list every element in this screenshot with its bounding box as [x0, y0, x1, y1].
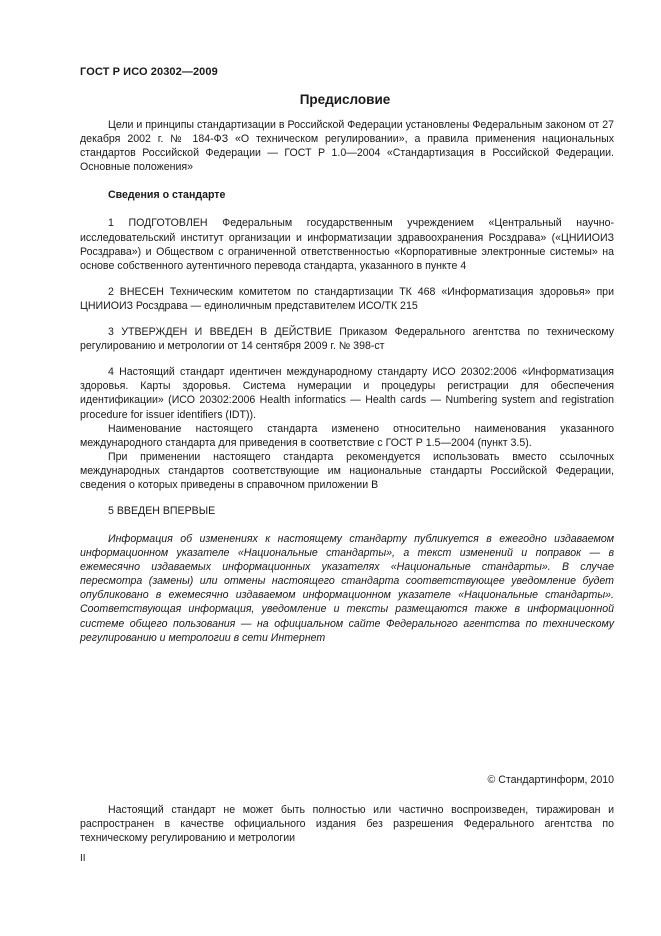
page-title: Предисловие	[299, 92, 391, 107]
info-item-1: 1 ПОДГОТОВЛЕН Федеральным государственным учреждением «Центральный научно-исследовательский институт организации и информатизации здравоохранения Росздрава» («ЦНИИОИЗ Росздрава») и Обществом с ограниченной ответственностью «Корпоративные электронные системы» на основе собственного аутентичного перевода стандарта, указанного в пункте 4	[80, 217, 614, 272]
info-item-4-paragraph-2: Наименование настоящего стандарта изменено относительно наименования указанного международного стандарта для приведения в соответствие с ГОСТ Р 1.5—2004 (пункт 3.5).	[80, 422, 614, 449]
rights-statement: Настоящий стандарт не может быть полностью или частично воспроизведен, тиражирован и распространен в качестве официального издания без разрешения Федерального агентства по техническому регулированию и метрологии	[80, 804, 614, 845]
document-code: ГОСТ Р ИСО 20302—2009	[80, 66, 218, 78]
info-item-4-paragraph-3: При применении настоящего стандарта рекомендуется использовать вместо ссылочных международных стандартов соответствующие им национальные стандарты Российской Федерации, сведения о которых приведены в справочном приложении В	[80, 450, 614, 491]
info-item-2: 2 ВНЕСЕН Техническим комитетом по стандартизации ТК 468 «Информатизация здоровья» при ЦНИИОИЗ Росздрава — единоличным представителем ИСО/ТК 215	[80, 285, 614, 312]
page-number: II	[80, 853, 86, 864]
info-item-3: 3 УТВЕРЖДЕН И ВВЕДЕН В ДЕЙСТВИЕ Приказом Федерального агентства по техническому регулированию и метрологии от 14 сентября 2009 г. № 398-ст	[80, 326, 614, 353]
changes-notice: Информация об изменениях к настоящему стандарту публикуется в ежегодно издаваемом информационном указателе «Национальные стандарты», а текст изменений и поправок — в ежемесячно издаваемых информационных указателях «Национальные стандарты». В случае пересмотра (замены) или отмены настоящего стандарта соответствующее уведомление будет опубликовано в ежемесячно издаваемом информационном указателе «Национальные стандарты». Соответствующая информация, уведомление и тексты размещаются также в информационной системе общего пользования — на официальном сайте Федерального агентства по техническому регулированию и метрологии в сети Интернет	[80, 533, 614, 644]
info-item-4: 4 Настоящий стандарт идентичен международному стандарту ИСО 20302:2006 «Информатизация здоровья. Карты здоровья. Система нумерации и процедуры регистрации для обеспечения идентификации» (ИСО 20302:2006 Health informatics — Health cards — Numbering system and registration procedure for issuer identifiers (IDT)).	[80, 366, 614, 421]
info-item-5: 5 ВВЕДЕН ВПЕРВЫЕ	[108, 505, 216, 518]
intro-paragraph: Цели и принципы стандартизации в Российской Федерации установлены Федеральным законом от 27 декабря 2002 г. № 184-ФЗ «О техническом регулировании», а правила применения национальных стандартов Российской Федерации — ГОСТ Р 1.0—2004 «Стандартизация в Российской Федерации. Основные положения»	[80, 119, 614, 174]
standard-info-heading: Сведения о стандарте	[108, 189, 226, 202]
preface-body	[80, 118, 614, 518]
copyright-line: © Стандартинформ, 2010	[487, 774, 614, 786]
